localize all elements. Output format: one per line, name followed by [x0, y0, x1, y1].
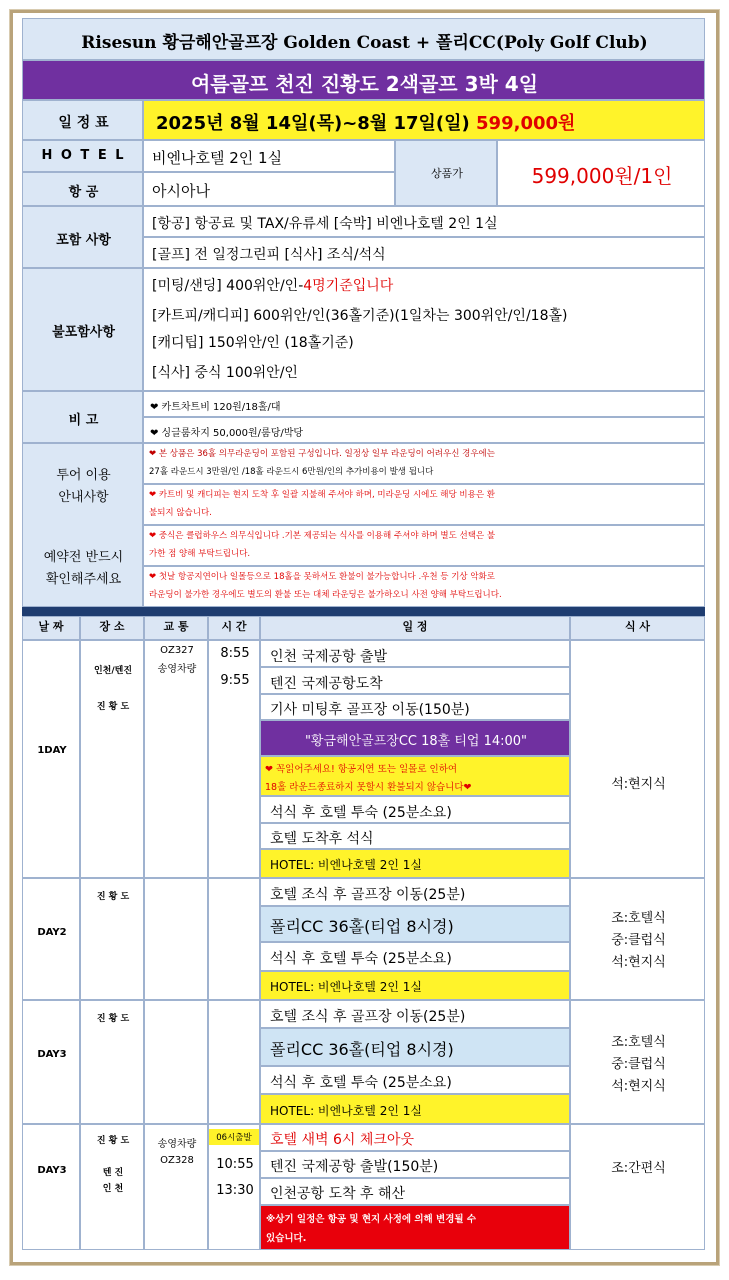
tour-note-1-line-2: 27홀 라운드시 3만원/인 /18홀 라운드시 6만원/인의 추가비용이 발생 됩니다 [149, 467, 434, 477]
day4-item-1-text: 호텔 새벽 6시 체크아웃 [270, 1132, 414, 1148]
schedule-label-cell [22, 100, 143, 140]
col-header-time: 시 간 [208, 616, 260, 640]
day1-item-5 [260, 823, 570, 849]
day2-golf [260, 906, 570, 942]
day1-date-cell [22, 640, 80, 878]
day1-teeoff [260, 720, 570, 756]
day3-item-1-text: 호텔 조식 후 골프장 이동(25분) [270, 1009, 466, 1025]
day1-item-1-text: 인천 국제공항 출발 [270, 649, 388, 665]
col-header-meal: 식 사 [570, 616, 705, 640]
tour-note-1 [143, 443, 705, 484]
excluded-label: 불포함사항 [52, 325, 115, 340]
day1-place-1: 인천/텐진 [93, 666, 133, 676]
day1-meal: 석:현지식 [611, 777, 666, 792]
day3-meal-3: 석:현지식 [611, 1079, 666, 1094]
tour-note-2-line-2: 불되지 않습니다. [149, 508, 212, 518]
price-label: 상품가 [431, 167, 463, 180]
excluded-cell [143, 268, 705, 391]
day4-meal-cell [570, 1124, 705, 1250]
tour-note-4-line-1: ❤ 첫날 항공지연이나 일몰등으로 18홀을 못하셔도 환불이 불가능합니다 .우천 등 기상 악화로 [149, 572, 495, 582]
tour-note-1-line-1: ❤ 본 상품은 36홀 의무라운딩이 포함된 구성입니다. 일정상 일부 라운딩이 어려우신 경우에는 [149, 449, 495, 459]
day2-date-cell [22, 878, 80, 1000]
hotel-value-cell [143, 140, 395, 172]
day4-item-3-text: 인천공항 도착 후 해산 [270, 1186, 406, 1202]
day2-hotel-text: HOTEL: 비엔나호텔 2인 1실 [270, 980, 422, 994]
day4-item-1 [260, 1124, 570, 1151]
day1-time-2: 9:55 [220, 673, 250, 688]
day2-golf-text: 폴리CC 36홀(티업 8시경) [270, 917, 454, 936]
day4-meal: 조:간편식 [611, 1161, 666, 1176]
included-text-1: [항공] 항공료 및 TAX/유류세 [숙박] 비엔나호텔 2인 1실 [152, 216, 498, 232]
day4-vehicle: 송영차량 [157, 1139, 197, 1150]
day3-meal-cell [570, 1000, 705, 1124]
day4-item-3 [260, 1178, 570, 1205]
day2-item-1 [260, 878, 570, 906]
air-value-cell [143, 172, 395, 206]
included-line-2 [143, 237, 705, 268]
day4-place-3: 인 천 [102, 1184, 124, 1194]
day4-time-cell [208, 1124, 260, 1250]
subtitle-bar [22, 60, 705, 100]
day1-item-4 [260, 796, 570, 823]
air-label: 항 공 [68, 185, 99, 200]
air-label-cell [22, 172, 143, 206]
day3-place-cell [80, 1000, 144, 1124]
day3-meal-2: 중:클럽식 [611, 1057, 666, 1072]
tour-note-3 [143, 525, 705, 566]
day4-flight: OZ328 [160, 1155, 194, 1166]
day1-warning-2: 18홀 라운드종료하지 못할시 환불되지 않습니다❤ [265, 782, 472, 793]
day2-place: 진 황 도 [96, 892, 130, 902]
day1-flight: OZ327 [160, 645, 194, 656]
day2-item-2-text: 석식 후 호텔 투숙 (25분소요) [270, 951, 452, 967]
day4-notice-1: ※상기 일정은 항공 및 현지 사정에 의해 변경될 수 [266, 1214, 477, 1225]
day1-vehicle: 송영차량 [157, 664, 197, 675]
day1-item-3 [260, 694, 570, 720]
excluded-text-2: [카트피/캐디피] 600위안/인(36홀기준)(1일차는 300위안/인/18홀) [152, 308, 568, 324]
col-header-itinerary: 일 정 [260, 616, 570, 640]
day1-meal-cell [570, 640, 705, 878]
day1-time-cell [208, 640, 260, 878]
day2-hotel [260, 971, 570, 1000]
day1-label: 1DAY [37, 745, 67, 756]
day3-item-2-text: 석식 후 호텔 투숙 (25분소요) [270, 1075, 452, 1091]
day1-hotel-text: HOTEL: 비엔나호텔 2인 1실 [270, 858, 422, 872]
day1-time-1: 8:55 [220, 646, 250, 661]
day4-place-2: 텐 진 [102, 1168, 124, 1178]
note-label-cell [22, 391, 143, 443]
day4-notice-2: 있습니다. [266, 1233, 307, 1244]
day4-place-1: 진 황 도 [96, 1136, 130, 1146]
excluded-text-3: [캐디팁] 150위안/인 (18홀기준) [152, 335, 354, 351]
day3-time-cell [208, 1000, 260, 1124]
day4-item-2 [260, 1151, 570, 1178]
day1-place-2: 진 황 도 [96, 702, 130, 712]
schedule-label: 일 정 표 [58, 115, 109, 131]
day1-item-3-text: 기사 미팅후 골프장 이동(150분) [270, 702, 470, 718]
hotel-label: H O T E L [41, 148, 126, 163]
day1-warning [260, 756, 570, 796]
day1-teeoff-text: "황금해안골프장CC 18홀 티업 14:00" [304, 734, 528, 749]
day4-place-cell [80, 1124, 144, 1250]
day3-golf-text: 폴리CC 36홀(티업 8시경) [270, 1040, 454, 1059]
day4-time-0: 06시출발 [216, 1133, 252, 1143]
day3-date-cell [22, 1000, 80, 1124]
schedule-dates: 2025년 8월 14일(목)~8월 17일(일) [156, 113, 470, 134]
tour-label-cell [22, 443, 143, 607]
day2-meal-2: 중:클럽식 [611, 933, 666, 948]
day1-item-2-text: 텐진 국제공항도착 [270, 676, 383, 692]
day1-item-1 [260, 640, 570, 667]
day3-item-2 [260, 1066, 570, 1094]
included-text-2: [골프] 전 일정그린피 [식사] 조식/석식 [152, 247, 386, 263]
day2-meal-cell [570, 878, 705, 1000]
header-title: Risesun 황금해안골프장 Golden Coast + 폴리CC(Poly Golf Club) [81, 33, 648, 53]
day4-notice [260, 1205, 570, 1250]
day1-item-4-text: 석식 후 호텔 투숙 (25분소요) [270, 805, 452, 821]
day1-item-2 [260, 667, 570, 694]
schedule-value-cell [143, 100, 705, 140]
note-text-2: ❤ 싱글룸차지 50,000원/룸당/박당 [150, 428, 304, 439]
price-value: 599,000원/1인 [531, 164, 673, 188]
included-line-1 [143, 206, 705, 237]
hotel-label-cell [22, 140, 143, 172]
subtitle: 여름골프 천진 진황도 2색골프 3박 4일 [190, 72, 539, 96]
day2-label: DAY2 [37, 927, 67, 938]
day3-item-1 [260, 1000, 570, 1028]
day4-item-2-text: 텐진 국제공항 출발(150분) [270, 1159, 439, 1175]
day3-hotel-text: HOTEL: 비엔나호텔 2인 1실 [270, 1104, 422, 1118]
day3-transport-cell [144, 1000, 208, 1124]
excluded-text-1: [미팅/샌딩] 400위안/인-4명기준입니다 [152, 278, 394, 294]
day4-date-cell [22, 1124, 80, 1250]
tour-note-4-line-2: 라운딩이 불가한 경우에도 별도의 환불 또는 대체 라운딩은 불가하오니 사전 양해 부탁드립니다. [149, 590, 502, 600]
day2-item-1-text: 호텔 조식 후 골프장 이동(25분) [270, 887, 466, 903]
day4-time-2: 13:30 [216, 1183, 254, 1198]
day3-meal-1: 조:호텔식 [611, 1035, 666, 1050]
price-value-cell [497, 140, 705, 206]
tour-label-1: 투어 이용 [56, 468, 111, 483]
note-text-1: ❤ 카트차트비 120원/18홀/대 [150, 402, 281, 413]
day2-meal-1: 조:호텔식 [611, 911, 666, 926]
tour-label-4: 확인해주세요 [45, 572, 122, 587]
tour-note-3-line-1: ❤ 중식은 클럽하우스 의무식입니다 .기본 제공되는 식사를 이용해 주셔야 하며 별도 선택은 불 [149, 531, 496, 541]
included-label-cell [22, 206, 143, 268]
excluded-text-4: [식사] 중식 100위안/인 [152, 365, 298, 381]
day2-item-2 [260, 942, 570, 971]
tour-note-3-line-2: 가한 점 양해 부탁드립니다. [149, 549, 251, 559]
section-divider [22, 607, 705, 616]
day4-time-1: 10:55 [216, 1157, 254, 1172]
day1-place-cell [80, 640, 144, 878]
col-header-place: 장 소 [80, 616, 144, 640]
day3-hotel [260, 1094, 570, 1124]
included-label: 포함 사항 [56, 233, 111, 248]
day2-meal-3: 석:현지식 [611, 955, 666, 970]
note-line-1 [143, 391, 705, 417]
tour-label-3: 예약전 반드시 [43, 550, 124, 565]
schedule-price: 599,000원 [476, 113, 576, 134]
air-value: 아시아나 [152, 182, 210, 200]
tour-note-2-line-1: ❤ 카트비 및 캐디피는 현지 도착 후 일괄 지불해 주셔야 하며, 미라운딩 시에도 해당 비용은 환 [149, 490, 495, 500]
note-line-2 [143, 417, 705, 443]
day1-hotel [260, 849, 570, 878]
day1-item-5-text: 호텔 도착후 석식 [270, 831, 374, 847]
day1-transport-cell [144, 640, 208, 878]
tour-note-4 [143, 566, 705, 607]
day1-warning-1: ❤ 꼭읽어주세요! 항공지연 또는 일몰로 인하여 [265, 764, 458, 775]
day4-label: DAY3 [37, 1165, 67, 1176]
hotel-value: 비엔나호텔 2인 1실 [152, 149, 283, 167]
col-header-transport: 교 통 [144, 616, 208, 640]
day2-place-cell [80, 878, 144, 1000]
day2-transport-cell [144, 878, 208, 1000]
excluded-label-cell [22, 268, 143, 391]
day4-time-0-highlight [209, 1129, 259, 1145]
price-label-cell [395, 140, 497, 206]
note-label: 비 고 [68, 413, 99, 428]
header-title-bar [22, 18, 705, 60]
day2-time-cell [208, 878, 260, 1000]
day3-golf [260, 1028, 570, 1066]
col-header-date: 날 짜 [22, 616, 80, 640]
day4-transport-cell [144, 1124, 208, 1250]
tour-note-2 [143, 484, 705, 525]
day3-label: DAY3 [37, 1049, 67, 1060]
tour-label-2: 안내사항 [58, 490, 109, 505]
day3-place: 진 황 도 [96, 1014, 130, 1024]
